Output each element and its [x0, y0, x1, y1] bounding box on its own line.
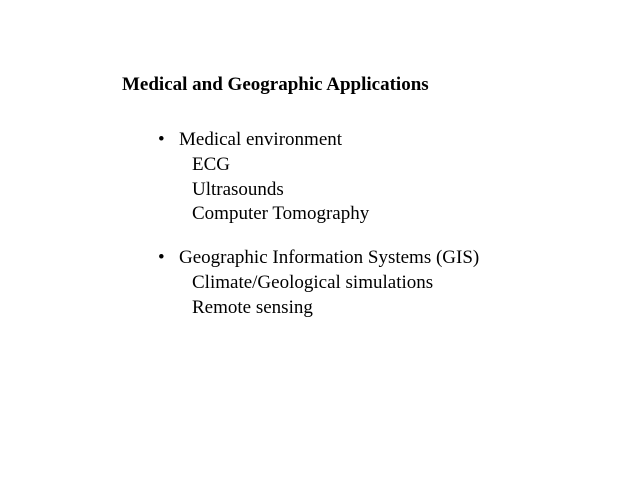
bullet-item [160, 128, 369, 227]
sub-item-list [160, 271, 433, 320]
bullet-heading-row [160, 128, 369, 152]
sub-item: Remote sensing [192, 296, 313, 318]
sub-item: Computer Tomography [192, 203, 370, 224]
sub-item: Climate/Geological simulations [192, 272, 434, 293]
sub-item: ECG [192, 154, 230, 175]
slide-title: Medical and Geographic Applications [122, 74, 429, 95]
bullet-section-gis [158, 246, 480, 320]
bullet-heading: Medical environment [179, 129, 343, 150]
bullet-heading-row [158, 246, 480, 270]
bullet-heading: Geographic Information Systems (GIS) [179, 247, 480, 268]
bullet-section-medical [160, 128, 369, 227]
sub-item: Ultrasounds [192, 178, 284, 200]
sub-item-list [160, 153, 369, 227]
bullet-icon: • [158, 247, 165, 268]
bullet-item [158, 246, 480, 320]
bullet-icon: • [158, 129, 165, 150]
